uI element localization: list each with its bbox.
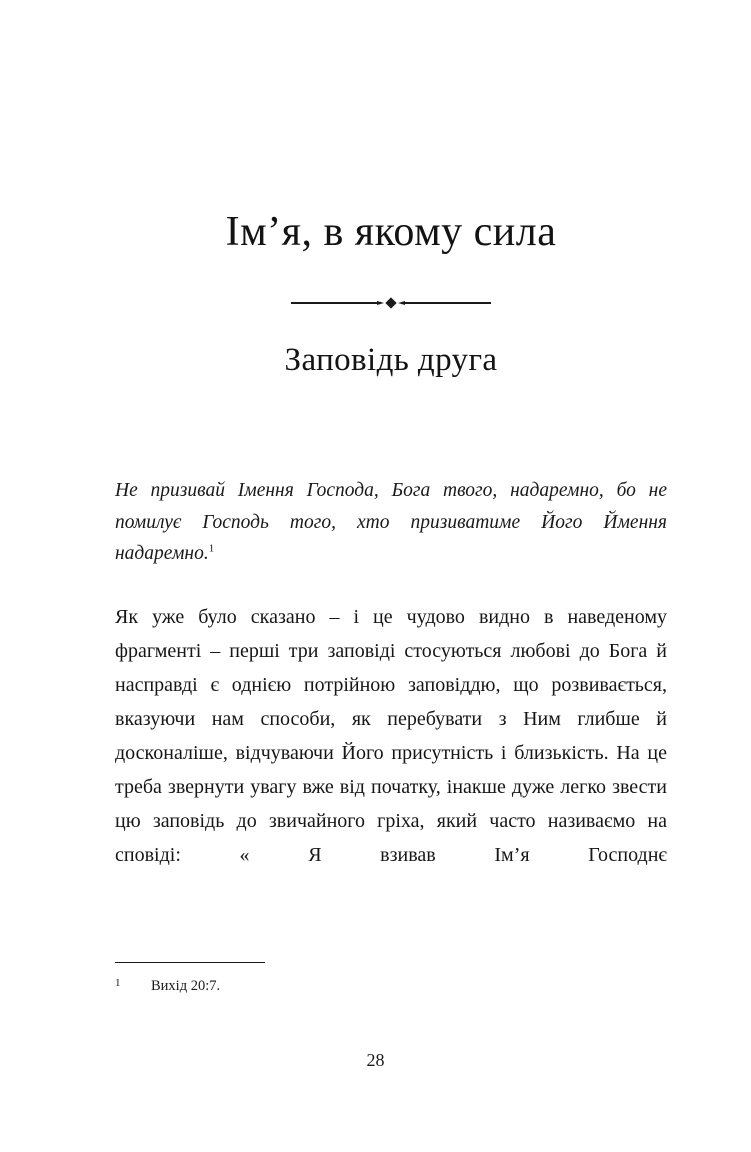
page-number: 28: [366, 1050, 385, 1070]
ornament-diamond: [385, 298, 396, 309]
epigraph-body: Не призивай Імення Господа, Бога твого, надаремно, бо не помилує Господь того, хто призиватиме Його Ймення надаремно.: [115, 480, 667, 565]
page-content: [115, 0, 667, 872]
body-paragraph: Як уже було сказано – і це чудово видно в наведеному фрагменті – перші три заповіді стосуються любові до Бога й насправді є однією потрійною заповіддю, що розвивається, вказуючи нам способи, як перебувати з Ним глибше й досконаліше, відчуваючи Його присутність і близькість. На це треба звернути увагу вже від початку, інакше дуже легко звести цю заповідь до звичайного гріха, який часто називаємо на сповіді: « Я взивав Ім’я Господнє: [115, 606, 667, 867]
ornament-divider-icon: [291, 294, 491, 312]
page-title: Ім’я, в якому сила: [225, 209, 557, 255]
footnote-area: [115, 962, 667, 996]
chapter-subtitle: Заповідь друга: [284, 342, 498, 379]
ornament-bar-left: [291, 302, 377, 304]
footnote-text: Вихід 20:7.: [151, 978, 221, 994]
footnote-rule: [115, 962, 265, 963]
epigraph-footnote-marker: 1: [208, 542, 215, 555]
footnote-item: [115, 976, 667, 996]
epigraph-text: [115, 475, 667, 570]
footnote-marker: 1: [115, 977, 121, 989]
ornament-bar-right: [405, 302, 491, 304]
